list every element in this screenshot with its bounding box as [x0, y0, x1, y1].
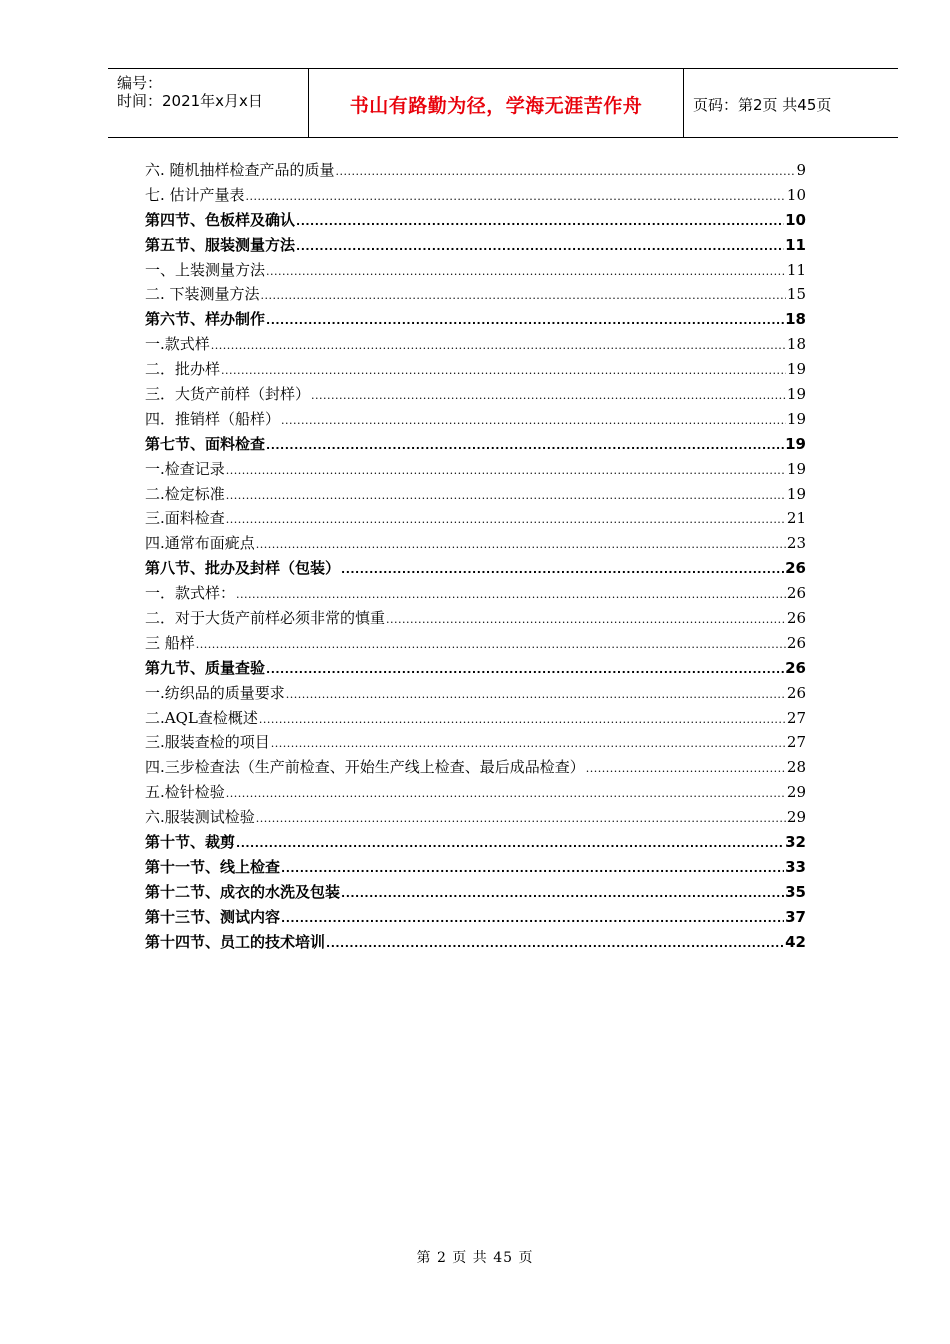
toc-entry-title: 三 船样 [145, 633, 195, 652]
toc-section-entry[interactable] [145, 930, 806, 955]
time-label: 时间：2021年x月x日 [117, 92, 263, 110]
header-meta-cell [108, 69, 308, 137]
header-motto-cell [308, 69, 684, 137]
toc-leader-dots [296, 235, 784, 260]
toc-entry-title: 四.通常布面疵点 [145, 534, 255, 553]
table-of-contents [145, 158, 806, 955]
toc-entry-title: 第十三节、测试内容 [145, 907, 281, 926]
toc-entry-title: 六.服装测试检验 [145, 808, 255, 827]
toc-entry-page: 19 [786, 484, 806, 503]
toc-entry-title: 第八节、批办及封样（包装） [145, 559, 341, 578]
toc-entry[interactable] [145, 581, 806, 606]
toc-leader-dots [271, 732, 786, 757]
toc-entry[interactable] [145, 332, 806, 357]
toc-entry-title: 一.纺织品的质量要求 [145, 683, 285, 702]
page-info: 页码：第2页 共45页 [693, 96, 832, 114]
toc-entry-title: 二．对于大货产前样必须非常的慎重 [145, 609, 386, 628]
toc-leader-dots [211, 334, 786, 359]
toc-entry-title: 第九节、质量查验 [145, 658, 266, 677]
toc-entry-title: 第十一节、线上检查 [145, 857, 281, 876]
toc-entry[interactable] [145, 258, 806, 283]
toc-section-entry[interactable] [145, 432, 806, 457]
toc-leader-dots [261, 284, 786, 309]
toc-entry[interactable] [145, 755, 806, 780]
toc-section-entry[interactable] [145, 307, 806, 332]
toc-entry-page: 26 [786, 683, 806, 702]
page-header [108, 68, 898, 138]
toc-section-entry[interactable] [145, 208, 806, 233]
toc-entry[interactable] [145, 730, 806, 755]
toc-entry-page: 15 [786, 285, 806, 304]
toc-entry-title: 第四节、色板样及确认 [145, 210, 296, 229]
toc-leader-dots [236, 583, 786, 608]
motto: 书山有路勤为径，学海无涯苦作舟 [349, 95, 643, 117]
toc-leader-dots [266, 658, 784, 683]
toc-entry-page: 21 [786, 509, 806, 528]
toc-entry-title: 三.面料检查 [145, 509, 225, 528]
toc-entry-page: 33 [785, 857, 806, 876]
toc-entry[interactable] [145, 780, 806, 805]
toc-entry[interactable] [145, 183, 806, 208]
toc-entry-page: 42 [785, 932, 806, 951]
toc-entry[interactable] [145, 282, 806, 307]
toc-entry[interactable] [145, 506, 806, 531]
toc-entry-page: 26 [786, 584, 806, 603]
toc-section-entry[interactable] [145, 855, 806, 880]
toc-entry-page: 18 [785, 310, 806, 329]
toc-entry-title: 第十二节、成衣的水洗及包装 [145, 882, 341, 901]
toc-entry-title: 第五节、服装测量方法 [145, 235, 296, 254]
toc-entry-title: 二. 下装测量方法 [145, 285, 260, 304]
toc-entry-page: 37 [785, 907, 806, 926]
toc-entry[interactable] [145, 457, 806, 482]
toc-leader-dots [226, 508, 786, 533]
toc-section-entry[interactable] [145, 880, 806, 905]
toc-entry-title: 七. 估计产量表 [145, 185, 245, 204]
toc-entry-title: 四.三步检查法（生产前检查、开始生产线上检查、最后成品检查） [145, 758, 585, 777]
toc-leader-dots [281, 857, 784, 882]
toc-leader-dots [226, 484, 786, 509]
toc-leader-dots [246, 185, 786, 210]
code-label: 编号： [117, 74, 163, 92]
toc-entry-page: 19 [786, 459, 806, 478]
toc-entry-title: 第六节、样办制作 [145, 310, 266, 329]
toc-entry-page: 19 [786, 385, 806, 404]
toc-entry-page: 23 [786, 534, 806, 553]
toc-entry-page: 27 [786, 708, 806, 727]
toc-leader-dots [226, 459, 786, 484]
toc-entry[interactable] [145, 631, 806, 656]
toc-entry-page: 11 [786, 260, 806, 279]
toc-entry-page: 10 [785, 210, 806, 229]
toc-leader-dots [281, 409, 786, 434]
toc-entry-page: 29 [786, 783, 806, 802]
toc-section-entry[interactable] [145, 905, 806, 930]
toc-leader-dots [281, 907, 784, 932]
toc-entry-title: 三．大货产前样（封样） [145, 385, 311, 404]
toc-entry[interactable] [145, 681, 806, 706]
toc-entry-title: 二.AQL查检概述 [145, 708, 258, 727]
toc-section-entry[interactable] [145, 830, 806, 855]
toc-entry-page: 26 [786, 609, 806, 628]
toc-entry-page: 26 [785, 559, 806, 578]
toc-entry-page: 19 [786, 360, 806, 379]
toc-section-entry[interactable] [145, 556, 806, 581]
toc-entry[interactable] [145, 382, 806, 407]
page-footer: 第 2 页 共 45 页 [416, 1250, 534, 1266]
toc-leader-dots [341, 882, 784, 907]
toc-entry-page: 28 [786, 758, 806, 777]
toc-entry-title: 一、上装测量方法 [145, 260, 266, 279]
toc-leader-dots [236, 832, 784, 857]
toc-entry-title: 一．款式样： [145, 584, 236, 603]
toc-entry-page: 35 [785, 882, 806, 901]
toc-entry-title: 一.检查记录 [145, 459, 225, 478]
toc-leader-dots [196, 633, 786, 658]
toc-entry-title: 六. 随机抽样检查产品的质量 [145, 161, 335, 179]
toc-leader-dots [266, 309, 784, 334]
toc-entry-title: 第十节、裁剪 [145, 833, 236, 852]
toc-entry-page: 9 [796, 161, 806, 179]
toc-leader-dots [266, 260, 786, 285]
toc-leader-dots [266, 434, 784, 459]
toc-leader-dots [341, 558, 784, 583]
toc-entry[interactable] [145, 357, 806, 382]
toc-entry-page: 26 [786, 633, 806, 652]
toc-entry-title: 一.款式样 [145, 335, 210, 354]
toc-leader-dots [336, 160, 796, 185]
toc-leader-dots [286, 683, 786, 708]
toc-section-entry[interactable] [145, 656, 806, 681]
toc-entry-title: 第十四节、员工的技术培训 [145, 932, 326, 951]
toc-entry[interactable] [145, 407, 806, 432]
toc-entry[interactable] [145, 805, 806, 830]
toc-section-entry[interactable] [145, 233, 806, 258]
toc-leader-dots [226, 782, 786, 807]
toc-leader-dots [256, 533, 786, 558]
toc-entry-page: 26 [785, 658, 806, 677]
toc-entry-page: 19 [786, 409, 806, 428]
toc-entry[interactable] [145, 706, 806, 731]
toc-leader-dots [386, 608, 786, 633]
toc-entry-page: 29 [786, 808, 806, 827]
toc-entry[interactable] [145, 158, 806, 183]
toc-entry-page: 18 [786, 335, 806, 354]
toc-entry-title: 二．批办样 [145, 360, 221, 379]
toc-leader-dots [326, 932, 784, 957]
toc-entry-title: 三.服装查检的项目 [145, 733, 270, 752]
toc-entry-page: 10 [786, 185, 806, 204]
toc-entry-title: 二.检定标准 [145, 484, 225, 503]
toc-entry[interactable] [145, 482, 806, 507]
header-page-cell [684, 69, 898, 137]
toc-entry-page: 19 [785, 434, 806, 453]
toc-leader-dots [221, 359, 786, 384]
toc-leader-dots [311, 384, 786, 409]
toc-leader-dots [256, 807, 786, 832]
toc-leader-dots [259, 708, 786, 733]
toc-entry-page: 27 [786, 733, 806, 752]
toc-leader-dots [586, 757, 786, 782]
toc-entry-title: 五.检针检验 [145, 783, 225, 802]
toc-entry-title: 四．推销样（船样） [145, 409, 281, 428]
toc-entry-title: 第七节、面料检查 [145, 434, 266, 453]
toc-entry[interactable] [145, 531, 806, 556]
toc-entry[interactable] [145, 606, 806, 631]
toc-entry-page: 32 [785, 833, 806, 852]
toc-leader-dots [296, 210, 784, 235]
toc-entry-page: 11 [785, 235, 806, 254]
